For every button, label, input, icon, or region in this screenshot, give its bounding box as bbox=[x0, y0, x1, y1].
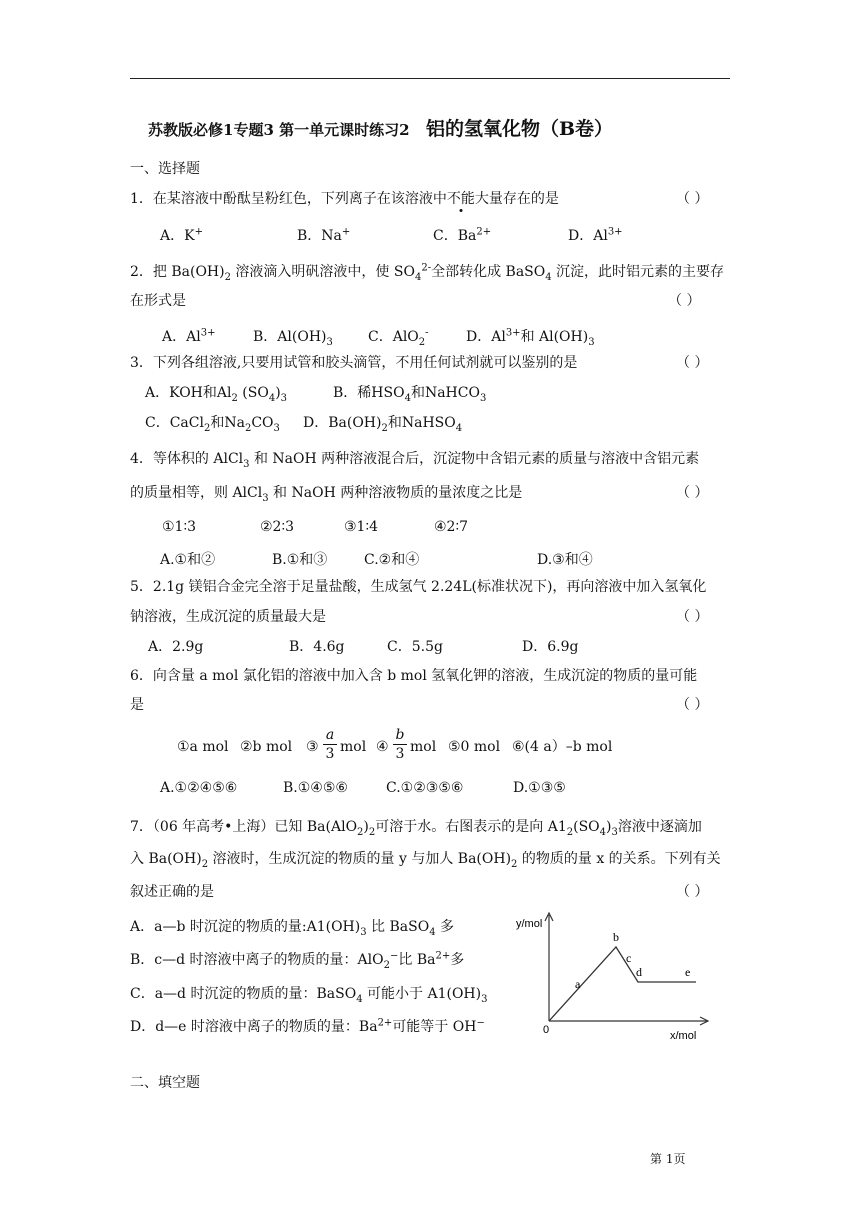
page-title bbox=[148, 120, 613, 140]
q6-choice-6: ⑥(4 a）–b mol bbox=[512, 739, 613, 755]
q5-option-b: B．4.6g bbox=[289, 639, 345, 655]
q6-choice-4: ④ bbox=[376, 739, 389, 755]
page-number: 第 1页 bbox=[650, 1152, 686, 1166]
question-5-line1: 5．2.1g 镁铝合金完全溶于足量盐酸，生成氢气 2.24L(标准状况下)，再向溶液中加入氢氧化 bbox=[130, 579, 707, 595]
q6-choice-3: ③ bbox=[306, 739, 319, 755]
y-axis-label: y/mol bbox=[516, 918, 543, 930]
q1-option-a: A．K+ bbox=[160, 226, 203, 244]
title-part1: 苏教版必修1专题3 第一单元课时练习2 bbox=[148, 121, 410, 139]
q7-option-d: D．d—e 时溶液中离子的物质的量：$Ba^{2+}$可能等于 OH− bbox=[130, 1017, 485, 1035]
q2-option-d: D．$Al^{3+}$和 $Al(OH)_3$ bbox=[466, 327, 595, 348]
q7-graph bbox=[512, 905, 722, 1045]
question-2-line2: 在形式是 bbox=[130, 293, 186, 309]
origin-label: 0 bbox=[543, 1024, 550, 1036]
answer-paren-q3: （ ） bbox=[676, 355, 709, 371]
answer-paren-q1: （ ） bbox=[676, 191, 709, 207]
q5-option-c: C．5.5g bbox=[387, 639, 443, 655]
question-7-line1: 7．（06 年高考•上海）已知 $Ba(AlO_2)_2$可溶于水。右图表示的是向 $A1_2(SO_4)_3$溶液中逐滴加 bbox=[130, 819, 702, 838]
q6-option-d: D.①③⑤ bbox=[513, 780, 566, 796]
answer-paren-q5: （ ） bbox=[676, 609, 709, 625]
point-e-label: e bbox=[685, 965, 691, 979]
q7-option-b: B．c—d 时溶液中离子的物质的量：AlO$_2$−比 $Ba^{2+}$多 bbox=[130, 950, 465, 971]
q3-option-b: B．稀$HSO_4$和NaHCO$_3$ bbox=[333, 385, 487, 404]
header-rule bbox=[130, 78, 730, 79]
point-d-label: d bbox=[636, 965, 642, 979]
q3-option-a: A．KOH和$Al_2$ $(SO_4)_3$ bbox=[145, 385, 288, 404]
q4-ratio-2: ②2∶3 bbox=[260, 519, 295, 535]
q3-option-c: C．CaCl$_2$和$Na_2CO_3$ bbox=[145, 415, 280, 434]
q4-option-a: A.①和② bbox=[160, 552, 216, 568]
answer-paren-q7: （ ） bbox=[676, 884, 709, 900]
q6-fraction-a-over-3: $\frac{a}{3}$ bbox=[323, 727, 337, 762]
q1-emphasis: 不能 bbox=[446, 191, 475, 207]
q4-option-c: C.②和④ bbox=[364, 552, 420, 568]
q1-option-d: D．$Al^{3+}$ bbox=[568, 226, 623, 244]
q2-option-c: C．AlO$_2$- bbox=[368, 327, 429, 348]
q1-stem-c: 大量存在的是 bbox=[474, 191, 559, 207]
q7-option-c: C．a—d 时沉淀的物质的量：BaSO$_4$ 可能小于 $A1(OH)_3$ bbox=[130, 986, 488, 1005]
x-axis-label: x/mol bbox=[670, 1030, 697, 1042]
q1-stem-a: 1．在某溶液中酚酞呈粉红色，下列离子在该溶液中 bbox=[130, 191, 447, 207]
point-a-label: a bbox=[575, 977, 581, 991]
question-4-line2: 的质量相等，则 AlCl$_3$ 和 NaOH 两种溶液物质的量浓度之比是 bbox=[130, 485, 523, 504]
point-b-label: b bbox=[613, 930, 619, 944]
q6-option-b: B.①④⑤⑥ bbox=[283, 780, 348, 796]
q5-option-a: A．2.9g bbox=[148, 639, 204, 655]
q4-ratio-4: ④2∶7 bbox=[434, 519, 469, 535]
q4-option-b: B.①和③ bbox=[272, 552, 328, 568]
question-3-stem: 3．下列各组溶液,只要用试管和胶头滴管，不用任何试剂就可以鉴别的是 bbox=[130, 355, 578, 371]
question-5-line2: 钠溶液，生成沉淀的质量最大是 bbox=[130, 609, 326, 625]
answer-paren-q4: （ ） bbox=[676, 485, 709, 501]
question-4-line1: 4．等体积的 AlCl$_3$ 和 NaOH 两种溶液混合后，沉淀物中含铝元素的质量与溶液中含铝元素 bbox=[130, 451, 700, 470]
title-part2: 铝的氢氧化物（B卷） bbox=[426, 118, 614, 140]
q2-option-a: A．$Al^{3+}$ bbox=[162, 327, 216, 345]
q6-option-c: C.①②③⑤⑥ bbox=[386, 780, 464, 796]
q6-choice-3-unit: mol bbox=[340, 739, 367, 755]
question-6-line1: 6．向含量 a mol 氯化铝的溶液中加入含 b mol 氢氧化钾的溶液，生成沉淀的物质的量可能 bbox=[130, 668, 698, 684]
q6-option-a: A.①②④⑤⑥ bbox=[160, 780, 238, 796]
q4-ratio-3: ③1∶4 bbox=[344, 519, 379, 535]
question-7-line2: 入 $Ba(OH)_2$ 溶液时，生成沉淀的物质的量 y 与加人 $Ba(OH)_2$ 的物质的量 x 的关系。下列有关 bbox=[130, 851, 721, 870]
q1-option-c: C．$Ba^{2+}$ bbox=[433, 226, 492, 244]
q6-fraction-b-over-3: $\frac{b}{3}$ bbox=[393, 727, 407, 762]
q6-choice-4-unit: mol bbox=[410, 739, 437, 755]
section-heading-fill: 二、填空题 bbox=[130, 1075, 200, 1091]
q1-option-b: B．Na+ bbox=[297, 226, 351, 244]
section-heading-choice: 一、选择题 bbox=[130, 161, 200, 177]
q4-option-d: D.③和④ bbox=[537, 552, 593, 568]
question-1-stem bbox=[130, 190, 559, 208]
answer-paren-q2: （ ） bbox=[668, 293, 701, 309]
q6-choice-1: ①a mol bbox=[177, 739, 229, 755]
question-6-line2: 是 bbox=[130, 697, 144, 713]
question-7-line3: 叙述正确的是 bbox=[130, 884, 214, 900]
curve-a-b-d-e bbox=[549, 947, 696, 1021]
q3-option-d: D．$Ba(OH)_2$和NaHSO$_4$ bbox=[303, 415, 463, 434]
question-2-line1: 2．把 $Ba(OH)_2$ 溶液滴入明矾溶液中，使 $SO_4^{2-}$全部转化成 BaSO$_4$ 沉淀，此时铝元素的主要存 bbox=[130, 262, 725, 283]
q2-option-b: B．$Al(OH)_3$ bbox=[253, 329, 333, 348]
q6-choice-5: ⑤0 mol bbox=[448, 739, 501, 755]
q7-option-a: A．a—b 时沉淀的物质的量$:A1(OH)_3$ 比 BaSO$_4$ 多 bbox=[130, 919, 455, 938]
answer-paren-q6: （ ） bbox=[676, 697, 709, 713]
point-c-label: c bbox=[626, 951, 632, 965]
q5-option-d: D．6.9g bbox=[522, 639, 579, 655]
q4-ratio-1: ①1∶3 bbox=[162, 519, 197, 535]
q6-choice-2: ②b mol bbox=[240, 739, 293, 755]
